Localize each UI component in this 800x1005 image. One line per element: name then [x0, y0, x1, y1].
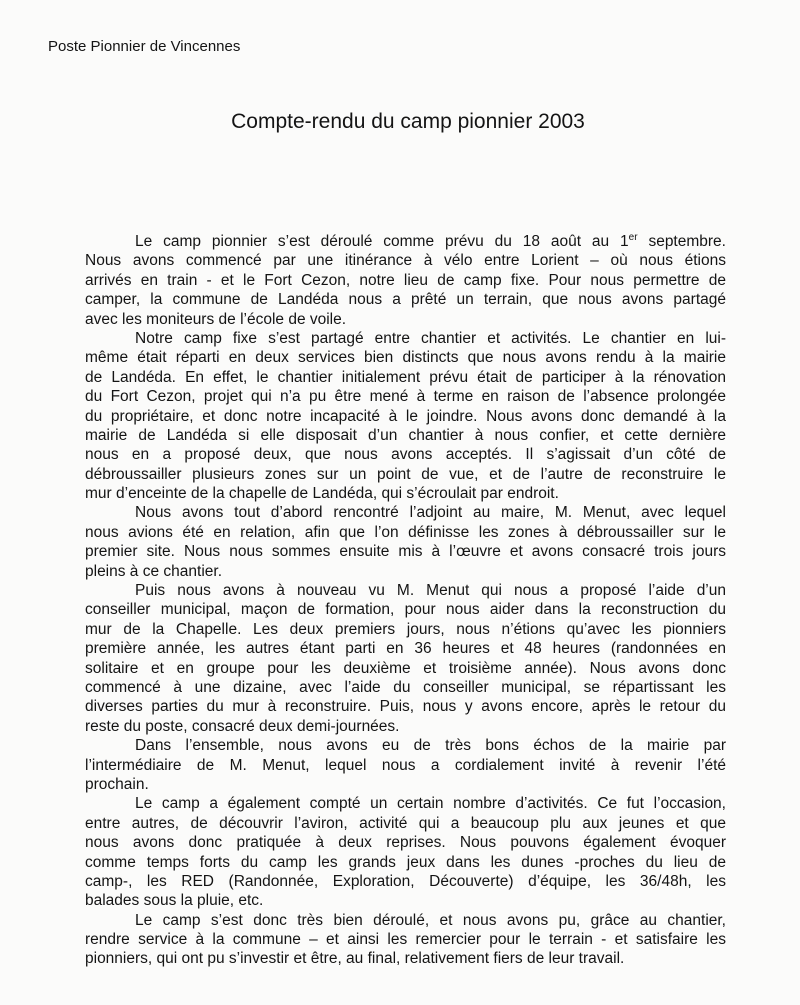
text-line: conseiller municipal, maçon de formation, pour nous aider dans la reconstruction du	[85, 601, 726, 619]
text-line: de Landéda. En effet, le chantier initialement prévu était de participer à la rénovation	[85, 368, 726, 386]
text-line: camp-, les RED (Randonnée, Exploration, Découverte) d’équipe, les 36/48h, les	[85, 872, 726, 890]
text-line: reste du poste, consacré deux demi-journées.	[85, 717, 400, 735]
text-line: commencé à une dizaine, avec l’aide du conseiller municipal, se répartissant les	[85, 678, 726, 696]
text-line: du propriétaire, et donc notre incapacité à le joindre. Nous avons donc demandé à la	[85, 407, 726, 425]
text-line: avec les moniteurs de l’école de voile.	[85, 310, 347, 328]
text-line: mur de la Chapelle. Les deux premiers jours, nous n’étions qu’avec les pionniers	[85, 620, 726, 638]
text-line: Le camp s’est donc très bien déroulé, et nous avons pu, grâce au chantier,	[135, 911, 726, 929]
text-line: premier site. Nous nous sommes ensuite mis à l’œuvre et avons consacré trois jours	[85, 543, 726, 561]
organization-name: Poste Pionnier de Vincennes	[48, 38, 241, 55]
paragraph	[85, 911, 726, 969]
text-line: du Fort Cezon, projet qui n’a pu être mené à terme en raison de l’absence prolongée	[85, 388, 726, 406]
text-line: Puis nous avons à nouveau vu M. Menut qui nous a proposé l’aide d’un	[135, 582, 726, 600]
text-line-segment: septembre.	[637, 233, 726, 250]
paragraph	[85, 794, 726, 910]
text-line: balades sous la pluie, etc.	[85, 892, 264, 910]
paragraph	[85, 581, 726, 736]
text-line: prochain.	[85, 775, 149, 793]
text-line: entre autres, de découvrir l’aviron, activité qui a beaucoup plu aux jeunes et que	[85, 814, 726, 832]
text-line: pionniers, qui ont pu s’investir et être, au final, relativement fiers de leur travail.	[85, 950, 625, 968]
text-line: mairie de Landéda si elle disposait d’un chantier à nous confier, et cette dernière	[85, 426, 726, 444]
text-line: solitaire et en groupe pour les deuxième et troisième année). Nous avons donc	[85, 659, 726, 677]
paragraph	[85, 736, 726, 794]
text-line	[85, 232, 726, 251]
text-line: Dans l’ensemble, nous avons eu de très bons échos de la mairie par	[135, 737, 726, 755]
text-line: nous en a proposé deux, que nous avons acceptés. Il s’agissait d’un côté de	[85, 446, 726, 464]
text-line: première année, les autres étant parti en 36 heures et 48 heures (randonnées en	[85, 640, 726, 658]
text-line: Nous avons tout d’abord rencontré l’adjoint au maire, M. Menut, avec lequel	[135, 504, 726, 522]
text-line: Le camp a également compté un certain nombre d’activités. Ce fut l’occasion,	[135, 795, 726, 813]
paragraph	[85, 329, 726, 504]
text-line: rendre service à la commune – et ainsi les remercier pour le terrain - et satisfaire les	[85, 931, 726, 949]
text-line: nous avons donc pratiquée à deux reprises. Nous pouvons également évoquer	[85, 834, 726, 852]
text-line: mur d’enceinte de la chapelle de Landéda, qui s’écroulait par endroit.	[85, 485, 559, 503]
text-line: l’intermédiaire de M. Menut, lequel nous a cordialement invité à revenir l’été	[85, 756, 726, 774]
text-line: même était réparti en deux services bien distincts que nous avons rendu à la mairie	[85, 349, 726, 367]
superscript-ordinal: er	[628, 232, 638, 243]
text-line: camper, la commune de Landéda nous a prêté un terrain, que nous avons partagé	[85, 291, 726, 309]
text-line-segment: Le camp pionnier s’est déroulé comme prévu du 18 août au 1	[135, 233, 629, 250]
text-line: Nous avons commencé par une itinérance à vélo entre Lorient – où nous étions	[85, 252, 726, 270]
text-line: débroussailler plusieurs zones sur un point de vue, et de l’autre de reconstruire le	[85, 465, 726, 483]
text-line: comme temps forts du camp les grands jeux dans les dunes -proches du lieu de	[85, 853, 726, 871]
text-line: nous avions été en relation, afin que l’on définisse les zones à débroussailler sur le	[85, 523, 726, 541]
report-body	[85, 232, 726, 969]
paragraph	[85, 232, 726, 329]
document-title: Compte-rendu du camp pionnier 2003	[231, 110, 585, 133]
text-line: Notre camp fixe s’est partagé entre chantier et activités. Le chantier en lui-	[135, 329, 726, 347]
text-line: diverses parties du mur à reconstruire. Puis, nous y avons encore, après le retour du	[85, 698, 726, 716]
text-line: arrivés en train - et le Fort Cezon, notre lieu de camp fixe. Pour nous permettre de	[85, 271, 726, 289]
text-line: pleins à ce chantier.	[85, 562, 223, 580]
paragraph	[85, 503, 726, 581]
